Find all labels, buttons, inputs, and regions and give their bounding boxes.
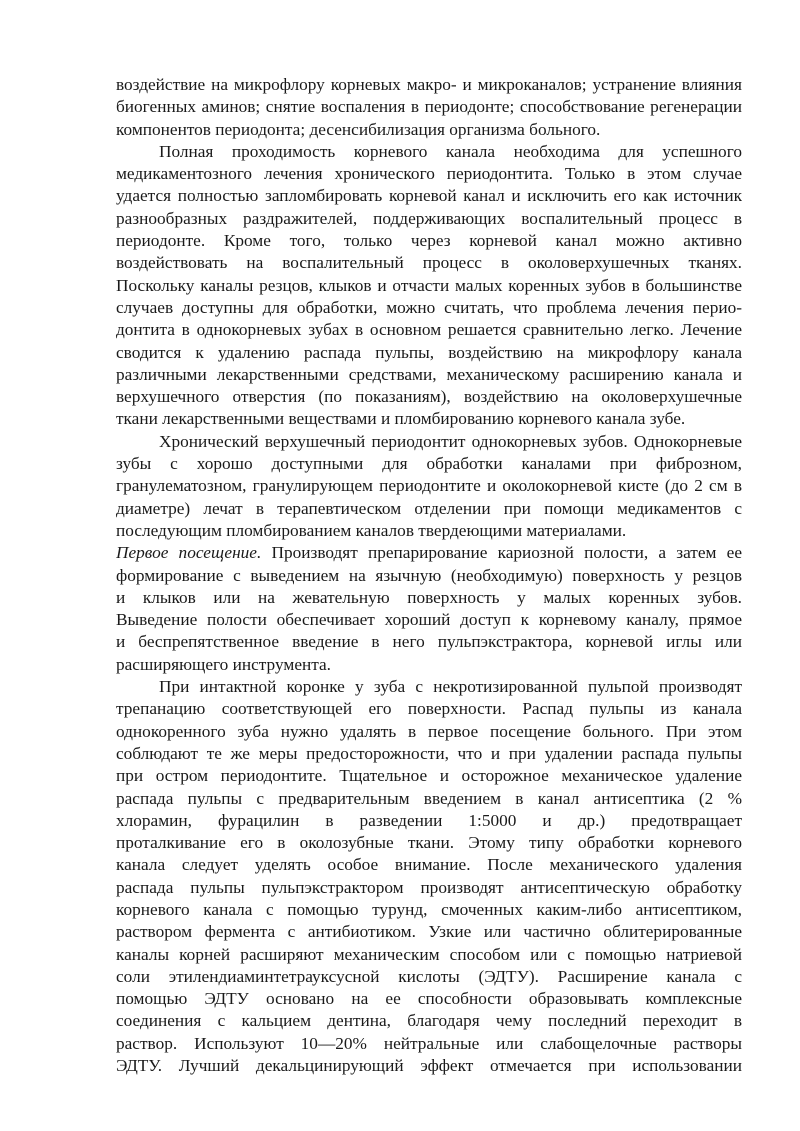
text-line: соединения с кальцием дентина, благодаря чему последний переходит в bbox=[116, 1011, 742, 1031]
text-line: Выведение полости обеспечивает хороший доступ к корневому каналу, прямое bbox=[116, 610, 742, 630]
text-line bbox=[116, 542, 742, 564]
text-line: корневого канала с помощью турунд, смоченных каким-либо антисептиком, bbox=[116, 899, 742, 919]
text-line: помощью ЭДТУ основано на ее способности образовывать комплексные bbox=[116, 989, 742, 1009]
text-line: распада пульпы пульпэкстрактором производят антисептическую обработку bbox=[116, 877, 742, 897]
text-line: канала следует уделять особое внимание. После механического удаления bbox=[116, 855, 742, 875]
text-span: Производят препарирование кариозной полости, а затем ее bbox=[261, 543, 742, 563]
text-line: Поскольку каналы резцов, клыков и отчасти малых коренных зубов в большинстве bbox=[116, 275, 742, 295]
text-line: удается полностью запломбировать корневой канал и исключить его как источник bbox=[116, 186, 742, 206]
text-line: ЭДТУ. Лучший декальцинирующий эффект отмечается при использовании bbox=[116, 1056, 742, 1076]
text-line: Хронический верхушечный периодонтит однокорневых зубов. Однокорневые bbox=[159, 431, 742, 451]
text-line: различными лекарственными средствами, механическому расширению канала и bbox=[116, 364, 742, 384]
paragraph-2 bbox=[116, 141, 742, 431]
text-line: медикаментозного лечения хронического периодонтита. Только в этом случае bbox=[116, 164, 742, 184]
document-page bbox=[116, 74, 742, 1077]
text-line: и клыков или на жевательную поверхность у малых коренных зубов. bbox=[116, 587, 742, 607]
text-line: разнообразных раздражителей, поддерживающих воспалительный процесс в bbox=[116, 208, 742, 228]
text-line: донтита в однокорневых зубах в основном решается сравнительно легко. Лечение bbox=[116, 320, 742, 340]
paragraph-1 bbox=[116, 74, 742, 141]
text-line: расширяющего инструмента. bbox=[116, 654, 331, 674]
text-line: биогенных аминов; снятие воспаления в периодонте; способствование регенерации bbox=[116, 97, 742, 117]
text-line: диаметре) лечат в терапевтическом отделении при помощи медикаментов с bbox=[116, 498, 742, 518]
text-line: компонентов периодонта; десенсибилизация организма больного. bbox=[116, 119, 601, 139]
text-line: гранулематозном, гранулирующем периодонтите и околокорневой кисте (до 2 см в bbox=[116, 476, 742, 496]
text-line: воздействие на микрофлору корневых макро- и микроканалов; устранение влияния bbox=[116, 75, 742, 94]
text-line: Полная проходимость корневого канала необходима для успешного bbox=[159, 141, 742, 161]
text-line: периодонте. Кроме того, только через корневой канал можно активно bbox=[116, 231, 742, 251]
text-line: каналы корней расширяют механическим способом или с помощью натриевой bbox=[116, 944, 742, 964]
text-line: проталкивание его в околозубные ткани. Этому типу обработки корневого bbox=[116, 833, 742, 853]
text-line: хлорамин, фурацилин в разведении 1:5000 и др.) предотвращает bbox=[116, 810, 742, 830]
text-line: соблюдают те же меры предосторожности, что и при удалении распада пульпы bbox=[116, 743, 742, 763]
text-line: однокоренного зуба нужно удалять в первое посещение больного. При этом bbox=[116, 721, 742, 741]
text-line: раствором фермента с антибиотиком. Узкие или частично облитерированные bbox=[116, 922, 742, 942]
text-line: случаев доступны для обработки, можно считать, что проблема лечения перио- bbox=[116, 297, 742, 317]
text-line: зубы с хорошо доступными для обработки каналами при фиброзном, bbox=[116, 454, 742, 474]
paragraph-4 bbox=[116, 542, 742, 676]
paragraph-5 bbox=[116, 676, 742, 1077]
text-line: при остром периодонтите. Тщательное и осторожное механическое удаление bbox=[116, 766, 742, 786]
text-line: воздействовать на воспалительный процесс в околоверхушечных тканях. bbox=[116, 253, 742, 273]
section-heading: Первое посещение. bbox=[116, 543, 262, 563]
text-line: распада пульпы с предварительным введением в канал антисептика (2 % bbox=[116, 788, 742, 808]
text-line: верхушечного отверстия (по показаниям), воздействию на околоверхушечные bbox=[116, 387, 742, 407]
text-line: соли этилендиаминтетрауксусной кислоты (ЭДТУ). Расширение канала с bbox=[116, 966, 742, 986]
paragraph-3 bbox=[116, 431, 742, 542]
text-line: сводится к удалению распада пульпы, воздействию на микрофлору канала bbox=[116, 342, 742, 362]
text-line: формирование с выведением на язычную (необходимую) поверхность у резцов bbox=[116, 565, 742, 585]
text-line: последующим пломбированием каналов твердеющими материалами. bbox=[116, 520, 627, 540]
text-line: и беспрепятственное введение в него пульпэкстрактора, корневой иглы или bbox=[116, 632, 742, 652]
text-line: раствор. Используют 10—20% нейтральные или слабощелочные растворы bbox=[116, 1033, 742, 1053]
text-line: трепанацию соответствующей его поверхности. Распад пульпы из канала bbox=[116, 699, 742, 719]
text-line: ткани лекарственными веществами и пломбированию корневого канала зубе. bbox=[116, 409, 686, 429]
text-line: При интактной коронке у зуба с некротизированной пульпой производят bbox=[159, 677, 742, 697]
